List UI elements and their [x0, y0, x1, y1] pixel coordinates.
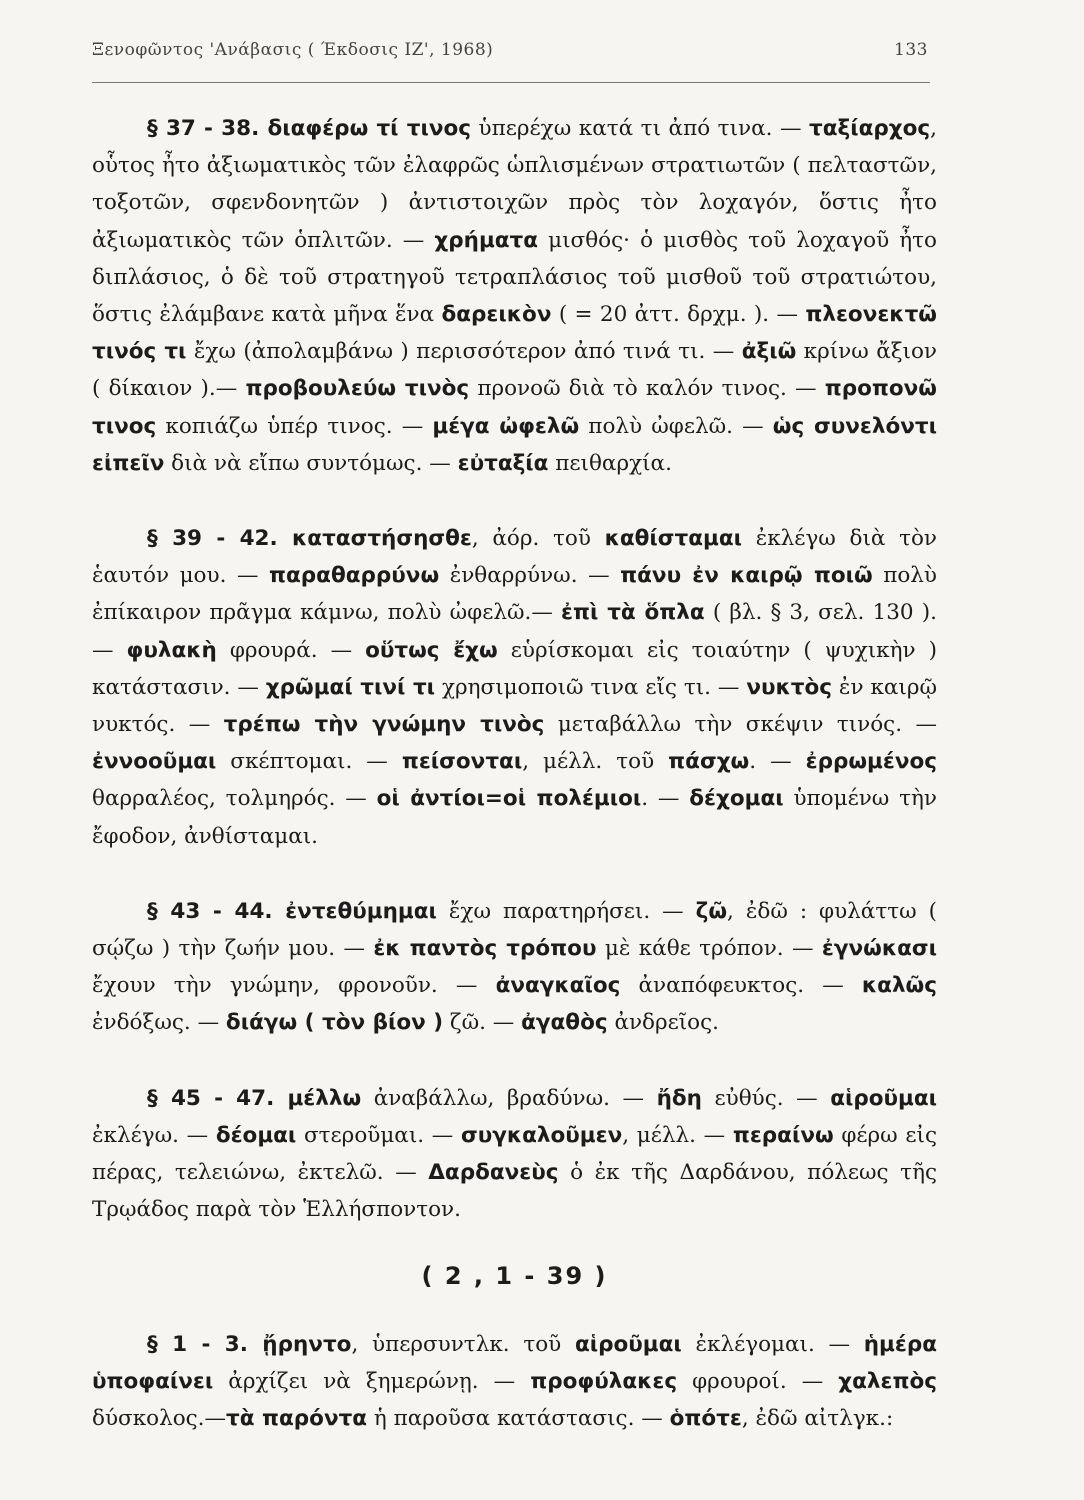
- headword: αἱροῦμαι: [574, 1331, 682, 1357]
- definition-text: φέρω εἰς πέρας, τελειώνω, ἐκτελῶ. —: [92, 1122, 937, 1186]
- definition-text: σκέπτομαι. —: [216, 749, 402, 775]
- headword: οἱ ἀντίοι=οἱ πολέμιοι: [376, 786, 642, 812]
- glossary-body: [92, 110, 937, 1475]
- definition-text: ἐνδόξως. —: [92, 1010, 226, 1036]
- glossary-paragraph: [92, 1080, 937, 1229]
- definition-text: , μέλλ. —: [622, 1122, 733, 1148]
- definition-text: θαρραλέος, τολμηρός. —: [92, 786, 377, 812]
- definition-text: . —: [749, 749, 806, 775]
- definition-text: , ἐδῶ : φυλάττω ( σῴζω ) τὴν ζωήν μου. —: [92, 898, 938, 962]
- headword: ἡμέρα ὑποφαίνει: [92, 1331, 938, 1394]
- definition-text: εὑρίσκομαι εἰς τοιαύτην ( ψυχικὴν ) κατάστασιν. —: [92, 637, 937, 700]
- headword: § 45 - 47.: [147, 1085, 288, 1111]
- running-title: Ξενοφῶντος 'Ανάβασις ( Έκδοσις ΙΖ', 1968): [92, 40, 494, 60]
- definition-text: ἐκλέγω διὰ τὸν ἑαυτόν μου. —: [92, 526, 937, 589]
- headword: § 1 - 3.: [147, 1331, 263, 1357]
- headword: δαρεικὸν: [441, 302, 552, 328]
- definition-text: ὁ ἐκ τῆς Δαρδάνου, πόλεως τῆς Τρῳάδος παρὰ τὸν Ἑλλήσποντον.: [92, 1160, 937, 1223]
- headword: αἱροῦμαι: [830, 1085, 937, 1111]
- definition-text: πολὺ ὠφελῶ. —: [579, 413, 773, 439]
- definition-text: ἀρχίζει νὰ ξημερώνῃ. —: [213, 1368, 531, 1394]
- headword: ἐγνώκασι: [821, 936, 937, 962]
- running-header: [92, 40, 928, 60]
- definition-text: ἐνθαρρύνω. —: [439, 563, 621, 589]
- headword: καθίσταμαι: [604, 526, 743, 552]
- headword: ἐρρωμένος: [805, 749, 937, 775]
- headword: οὕτως ἔχω: [365, 637, 498, 663]
- headword: χαλεπὸς: [838, 1368, 937, 1394]
- headword: πάσχω: [668, 749, 750, 775]
- definition-text: πειθαρχία.: [548, 450, 672, 476]
- headword: φυλακὴ: [126, 637, 217, 663]
- headword: ἐπὶ τὰ ὅπλα: [561, 600, 705, 626]
- definition-text: μὲ κάθε τρόπον. —: [596, 936, 822, 962]
- definition-text: κοπιάζω ὑπέρ τινος. —: [156, 413, 433, 439]
- definition-text: ἀναπόφευκτος. —: [620, 973, 862, 999]
- headword: ὁπότε: [669, 1406, 742, 1432]
- headword: § 39 - 42.: [147, 526, 293, 552]
- headword: παραθαρρύνω: [269, 563, 440, 589]
- headword: καλῶς: [861, 973, 937, 999]
- headword: διαφέρω τί τινος: [267, 116, 471, 141]
- headword: ἀγαθὸς: [521, 1010, 608, 1036]
- definition-text: προνοῶ διὰ τὸ καλόν τινος. —: [469, 376, 825, 402]
- headword: εὐταξία: [457, 450, 549, 476]
- headword: τὰ παρόντα: [226, 1406, 368, 1432]
- headword: προπονῶ τινος: [92, 376, 937, 439]
- headword: δέχομαι: [689, 786, 784, 812]
- definition-text: , μέλλ. τοῦ: [522, 749, 669, 775]
- headword: τρέπω τὴν γνώμην τινὸς: [223, 712, 545, 738]
- headword: νυκτὸς: [746, 674, 833, 700]
- glossary-paragraph: [92, 520, 937, 855]
- definition-text: χρησιμοποιῶ τινα εἴς τι. —: [435, 674, 747, 700]
- headword: πλεονεκτῶ τινός τι: [92, 302, 937, 365]
- headword: ταξίαρχος: [809, 116, 931, 141]
- definition-text: δύσκολος.—: [92, 1406, 227, 1432]
- headword: συγκαλοῦμεν: [460, 1122, 623, 1148]
- definition-text: μεταβάλλω τὴν σκέψιν τινός. —: [544, 712, 937, 738]
- section-heading: ( 2 , 1 - 39 ): [421, 1262, 608, 1291]
- definition-text: πολὺ ἐπίκαιρον πρᾶγμα κάμνω, πολὺ ὠφελῶ.—: [92, 563, 937, 626]
- headword: ἀξιῶ: [741, 339, 797, 365]
- headword: ἐκ παντὸς τρόπου: [373, 936, 597, 962]
- glossary-paragraph: [92, 1326, 937, 1438]
- headword: ἀναγκαῖος: [495, 973, 621, 999]
- headword: § 37 - 38.: [147, 116, 268, 141]
- definition-text: διὰ νὰ εἴπω συντόμως. —: [164, 450, 458, 476]
- glossary-paragraph: [92, 110, 937, 482]
- headword: περαίνω: [732, 1122, 834, 1148]
- definition-text: ἔχουν τὴν γνώμην, φρονοῦν. —: [92, 973, 496, 999]
- headword: ἐντεθύμημαι: [285, 898, 437, 924]
- definition-text: ὑπομένω τὴν ἔφοδον, ἀνθίσταμαι.: [92, 786, 937, 849]
- headword: Δαρδανεὺς: [428, 1160, 559, 1186]
- definition-text: , ἐδῶ αἰτλγκ.:: [741, 1406, 894, 1432]
- headword: προφύλακες: [530, 1368, 678, 1394]
- headword: ἤδη: [656, 1085, 702, 1111]
- definition-text: ἐν καιρῷ νυκτός. —: [92, 674, 938, 738]
- headword: ζῶ: [695, 898, 728, 924]
- definition-text: φρουρά. —: [216, 637, 366, 663]
- definition-text: στεροῦμαι. —: [296, 1122, 461, 1148]
- definition-text: ἔχω (ἀπολαμβάνω ) περισσότερον ἀπό τινά τι. —: [186, 339, 742, 365]
- definition-text: , ὑπερσυντλκ. τοῦ: [351, 1331, 575, 1357]
- headword: ᾔρηντο: [262, 1331, 352, 1357]
- definition-text: , ἀόρ. τοῦ: [471, 526, 605, 552]
- headword: δέομαι: [215, 1122, 297, 1148]
- definition-text: ἡ παροῦσα κατάστασις. —: [367, 1406, 670, 1432]
- headword: πείσονται: [401, 749, 523, 775]
- definition-text: κρίνω ἄξιον ( δίκαιον ).—: [92, 339, 937, 402]
- definition-text: ( = 20 ἀττ. δρχμ. ). —: [551, 302, 806, 328]
- headword: ἐννοοῦμαι: [92, 749, 217, 775]
- headword: μέλλω: [287, 1085, 362, 1111]
- headword: διάγω ( τὸν βίον ): [225, 1010, 444, 1036]
- header-rule: [92, 82, 930, 83]
- definition-text: ὑπερέχω κατά τι ἀπό τινα. —: [471, 116, 810, 141]
- headword: πάνυ ἐν καιρῷ ποιῶ: [620, 563, 873, 589]
- definition-text: εὐθύς. —: [701, 1085, 831, 1111]
- definition-text: ἀναβάλλω, βραδύνω. —: [361, 1085, 657, 1111]
- definition-text: ἐκλέγω. —: [92, 1122, 216, 1148]
- definition-text: ἀνδρεῖος.: [607, 1010, 720, 1036]
- headword: § 43 - 44.: [147, 898, 286, 924]
- definition-text: ζῶ. —: [443, 1010, 522, 1036]
- definition-text: φρουροί. —: [677, 1368, 839, 1394]
- headword: προβουλεύω τινὸς: [245, 376, 470, 402]
- definition-text: ἔχω παρατηρήσει. —: [436, 898, 696, 924]
- headword: χρήματα: [434, 227, 539, 253]
- definition-text: . —: [641, 786, 690, 812]
- glossary-paragraph: [92, 893, 937, 1042]
- definition-text: , οὗτος ἦτο ἀξιωματικὸς τῶν ἐλαφρῶς ὡπλισμένων στρατιωτῶν ( πελταστῶν, τοξοτῶν, σφενδονητῶν ) ἀντιστοιχῶν πρὸς τὸν λοχαγόν, ὅστις ἦτο ἀξιωματικὸς τῶν ὁπλιτῶν. —: [92, 116, 937, 253]
- headword: μέγα ὠφελῶ: [432, 413, 580, 439]
- page-number: 133: [894, 40, 928, 60]
- headword: ὡς συνελόντι εἰπεῖν: [92, 413, 937, 476]
- definition-text: ( βλ. § 3, σελ. 130 ). —: [92, 600, 937, 663]
- headword: καταστήσησθε: [292, 526, 472, 552]
- definition-text: ἐκλέγομαι. —: [681, 1331, 864, 1357]
- headword: χρῶμαί τινί τι: [265, 674, 436, 700]
- definition-text: μισθός· ὁ μισθὸς τοῦ λοχαγοῦ ἦτο διπλάσιος, ὁ δὲ τοῦ στρατηγοῦ τετραπλάσιος τοῦ μισθοῦ τοῦ στρατιώτου, ὅστις ἐλάμβανε κατὰ μῆνα ἕνα: [92, 227, 937, 328]
